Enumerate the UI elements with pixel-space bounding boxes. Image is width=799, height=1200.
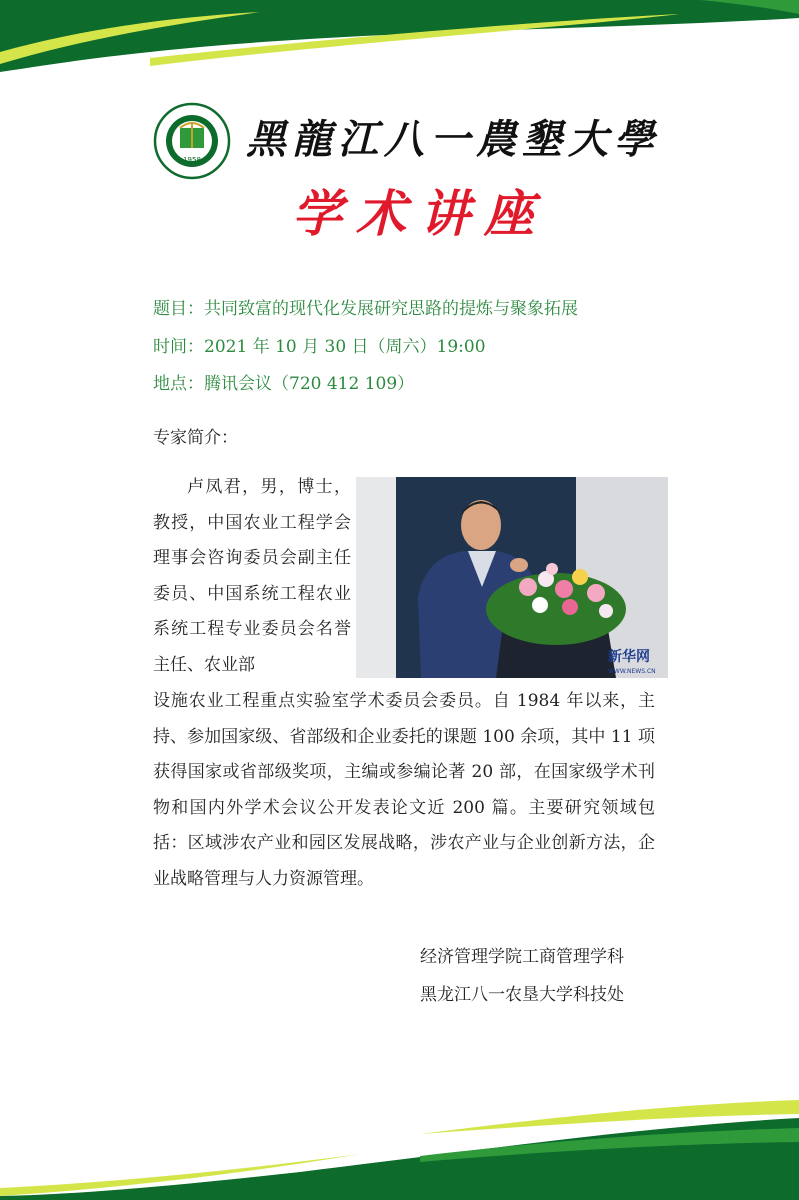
university-logo xyxy=(153,102,231,180)
top-decoration-banner xyxy=(0,0,799,80)
photo-watermark-url: WWW.NEWS.CN xyxy=(608,668,656,675)
organizer-office: 黑龙江八一农垦大学科技处 xyxy=(420,985,624,1005)
expert-bio-part1: 卢凤君，男，博士，教授，中国农业工程学会理事会咨询委员会副主任委员、中国系统工程农业系统工程专业委员会名誉主任、农业部 xyxy=(153,477,351,675)
expert-photo xyxy=(356,477,668,678)
organizer-department: 经济管理学院工商管理学科 xyxy=(420,947,624,967)
lecture-topic: 题目：共同致富的现代化发展研究思路的提炼与聚象拓展 xyxy=(153,299,578,319)
lecture-place: 地点：腾讯会议（720 412 109） xyxy=(153,374,415,394)
logo-year: 1958 xyxy=(183,156,201,164)
lecture-time: 时间：2021 年 10 月 30 日（周六）19:00 xyxy=(153,337,486,357)
photo-watermark: 新华网 xyxy=(608,649,650,665)
bottom-decoration-banner xyxy=(0,1090,799,1200)
expert-bio-part2: 设施农业工程重点实验室学术委员会委员。自 1984 年以来，主持、参加国家级、省部级和企业委托的课题 100 余项，其中 11 项获得国家或省部级奖项，主编或参编论著 20 部，在国家级学术刊物和国内外学术会议公开发表论文近 200 篇。主要研究领域包括：区域涉农产业和园区发展战略，涉农产业与企业创新方法，企业战略管理与人力资源管理。 xyxy=(153,691,655,889)
expert-section-label: 专家简介： xyxy=(153,428,238,448)
university-name: 黑龍江八一農墾大學 xyxy=(246,116,660,163)
lecture-title: 学术讲座 xyxy=(292,184,548,243)
